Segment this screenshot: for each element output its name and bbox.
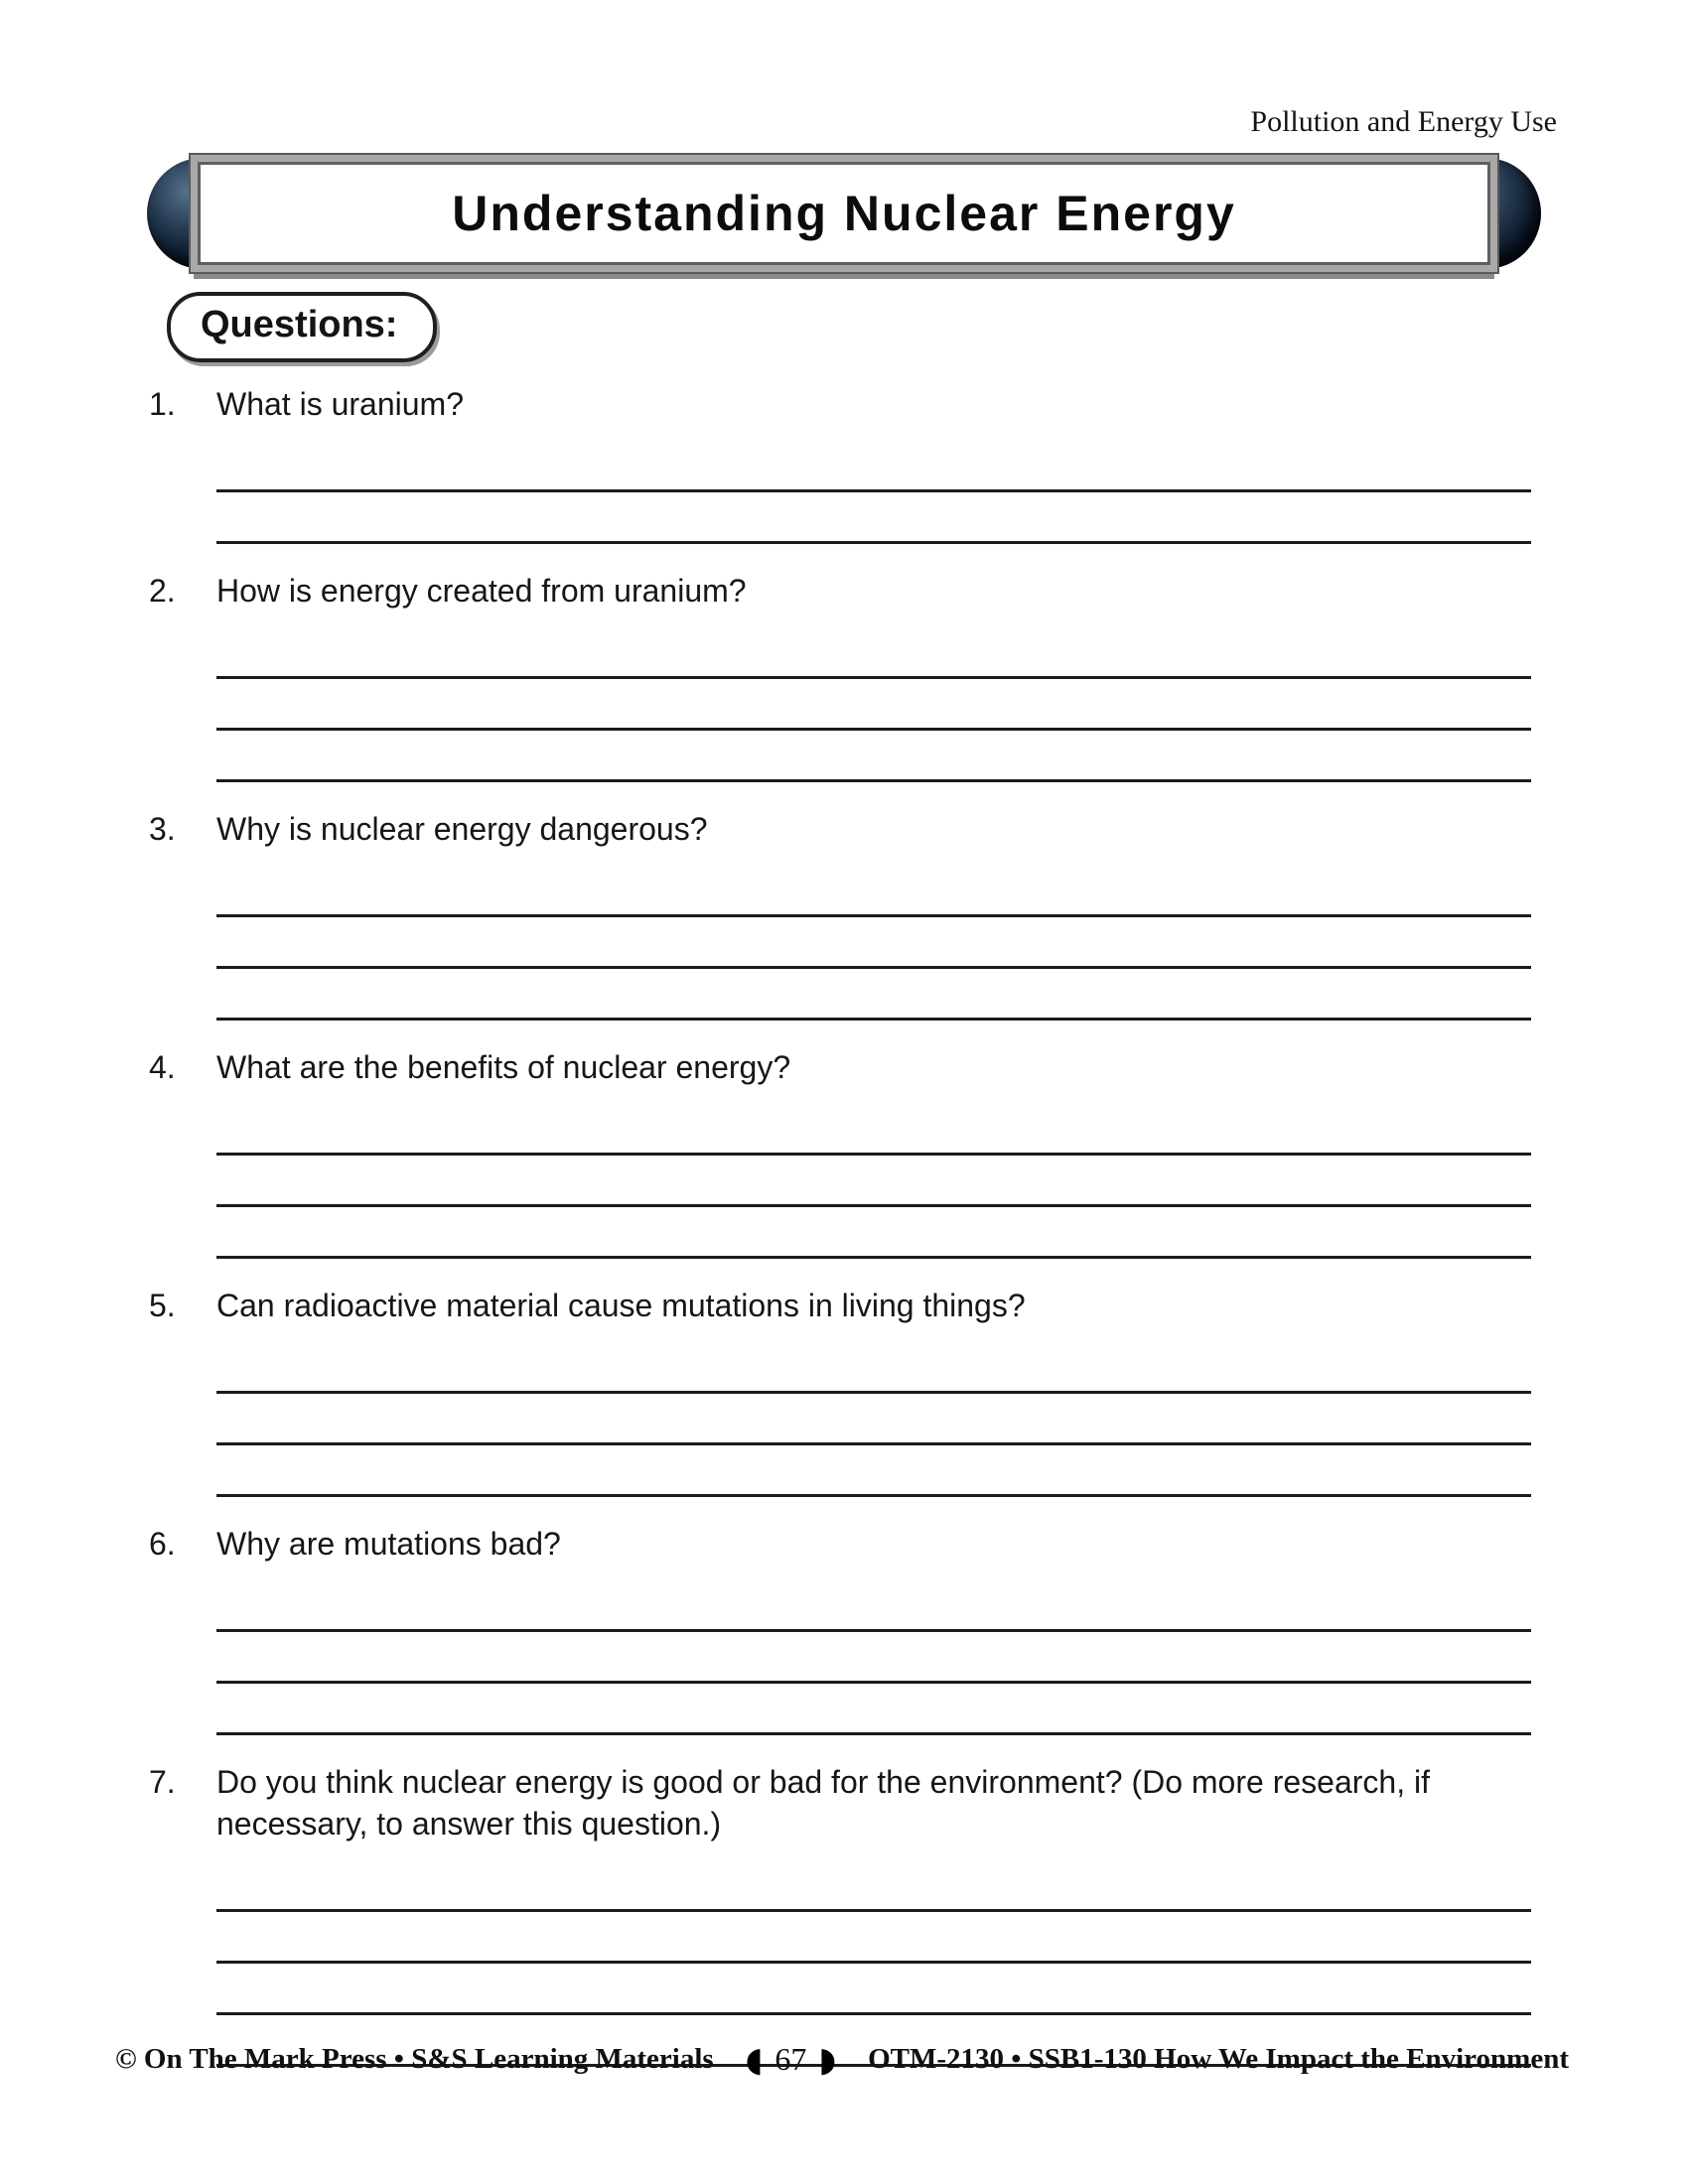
answer-line[interactable] <box>216 1104 1531 1156</box>
page-footer <box>115 2041 1569 2078</box>
answer-line[interactable] <box>216 1860 1531 1912</box>
question-number: 5. <box>149 1288 176 1323</box>
answer-line[interactable] <box>216 1207 1531 1259</box>
answer-line[interactable] <box>216 1632 1531 1684</box>
answer-line[interactable] <box>216 1580 1531 1632</box>
answer-line[interactable] <box>216 969 1531 1021</box>
answer-line[interactable] <box>216 1684 1531 1735</box>
question-block <box>149 1285 1531 1497</box>
question-row <box>149 570 1531 612</box>
answer-lines <box>216 1580 1531 1735</box>
page-title: Understanding Nuclear Energy <box>452 186 1236 241</box>
question-text: Can radioactive material cause mutations in living things? <box>216 1288 1026 1323</box>
answer-lines <box>216 1104 1531 1259</box>
answer-lines <box>216 866 1531 1021</box>
answer-line[interactable] <box>216 1912 1531 1964</box>
question-block <box>149 1046 1531 1259</box>
answer-lines <box>216 1342 1531 1497</box>
answer-line[interactable] <box>216 492 1531 544</box>
answer-line[interactable] <box>216 627 1531 679</box>
question-number: 7. <box>149 1764 176 1800</box>
answer-line[interactable] <box>216 441 1531 492</box>
question-block <box>149 808 1531 1021</box>
question-text: Why are mutations bad? <box>216 1526 561 1562</box>
title-frame <box>191 155 1497 272</box>
question-number: 3. <box>149 811 176 847</box>
answer-line[interactable] <box>216 731 1531 782</box>
answer-line[interactable] <box>216 1964 1531 2015</box>
running-header: Pollution and Energy Use <box>1250 105 1557 138</box>
answer-line[interactable] <box>216 866 1531 917</box>
question-row <box>149 1046 1531 1088</box>
footer-product-code: OTM-2130 • SSB1-130 How We Impact the Environment <box>868 2043 1569 2075</box>
questions-list <box>149 383 1531 2093</box>
answer-line[interactable] <box>216 1156 1531 1207</box>
answer-line[interactable] <box>216 1342 1531 1394</box>
question-block <box>149 383 1531 544</box>
question-block <box>149 1523 1531 1735</box>
answer-lines <box>216 441 1531 544</box>
page-number-group <box>745 2041 836 2078</box>
answer-line[interactable] <box>216 679 1531 731</box>
question-block <box>149 570 1531 782</box>
answer-line[interactable] <box>216 1445 1531 1497</box>
question-row <box>149 1761 1531 1844</box>
question-text: How is energy created from uranium? <box>216 573 747 609</box>
question-row <box>149 808 1531 850</box>
question-row <box>149 383 1531 425</box>
question-text: What is uranium? <box>216 386 464 422</box>
question-block <box>149 1761 1531 2067</box>
question-row <box>149 1285 1531 1326</box>
question-number: 6. <box>149 1526 176 1562</box>
footer-publisher: © On The Mark Press • S&S Learning Materials <box>115 2043 714 2075</box>
page-number: 67 <box>774 2041 807 2077</box>
question-text: What are the benefits of nuclear energy? <box>216 1049 791 1085</box>
answer-lines <box>216 1860 1531 2067</box>
page-number-ornament-right-icon: ◗ <box>818 2039 837 2080</box>
page-number-ornament-left-icon: ◖ <box>745 2039 764 2080</box>
question-number: 1. <box>149 386 176 422</box>
question-text: Why is nuclear energy dangerous? <box>216 811 708 847</box>
question-number: 2. <box>149 573 176 609</box>
questions-label-text: Questions: <box>201 304 398 345</box>
questions-section-label <box>167 292 437 362</box>
title-banner <box>147 155 1541 272</box>
question-text: Do you think nuclear energy is good or bad for the environment? (Do more research, if necessary, to answer this question.) <box>216 1764 1430 1842</box>
answer-line[interactable] <box>216 917 1531 969</box>
question-row <box>149 1523 1531 1565</box>
answer-line[interactable] <box>216 1394 1531 1445</box>
question-number: 4. <box>149 1049 176 1085</box>
answer-lines <box>216 627 1531 782</box>
